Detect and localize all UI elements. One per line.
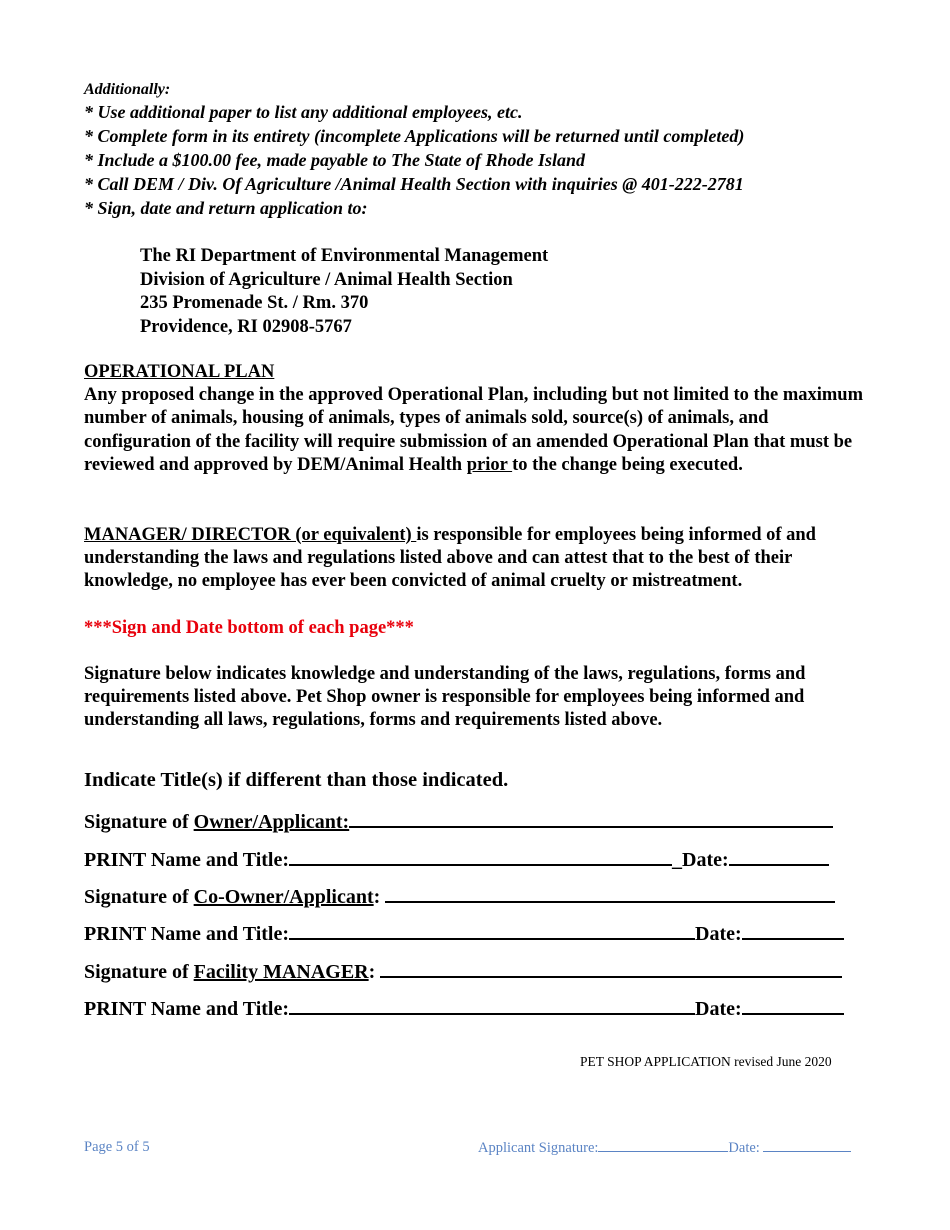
manager-title: MANAGER/ DIRECTOR (or equivalent) [84, 525, 417, 545]
note-item: * Complete form in its entirety (incomplete Applications will be returned until completed) [84, 126, 745, 146]
note-item: * Use additional paper to list any additional employees, etc. [84, 102, 523, 122]
title-note: Indicate Title(s) if different than those indicated. [84, 769, 509, 791]
manager-signature-row [84, 958, 842, 984]
note-item: * Call DEM / Div. Of Agriculture /Animal Health Section with inquiries @ 401-222-2781 [84, 174, 744, 194]
owner-signature-line[interactable] [349, 808, 833, 828]
footer-date-line[interactable] [763, 1139, 851, 1152]
footer-signature [478, 1139, 851, 1157]
owner-signature-row [84, 808, 833, 834]
signature-prefix: Signature of [84, 961, 194, 983]
owner-role-label: Owner/Applicant: [193, 811, 350, 833]
manager-section [84, 524, 874, 594]
owner-print-line[interactable] [289, 846, 672, 866]
operational-plan-text: Any proposed change in the approved Operational Plan, including but not limited to the maximum number of animals, housing of animals, types of animals sold, source(s) of animals, and configuration of the facility will require submission of an amended Operational Plan that must be reviewed and approved by DEM/Animal Health [84, 385, 863, 475]
signature-prefix: Signature of [84, 811, 194, 833]
manager-signature-line[interactable] [380, 958, 842, 978]
sign-notice: ***Sign and Date bottom of each page*** [84, 618, 414, 638]
owner-print-row [84, 846, 829, 872]
operational-plan-body [84, 384, 874, 477]
print-name-label: PRINT Name and Title: [84, 849, 290, 871]
manager-print-row [84, 995, 844, 1021]
print-name-label: PRINT Name and Title: [84, 998, 290, 1020]
coowner-signature-line[interactable] [385, 883, 835, 903]
operational-plan-section [84, 361, 874, 477]
operational-plan-title: OPERATIONAL PLAN [84, 362, 275, 382]
mailing-address [140, 245, 548, 339]
print-name-label: PRINT Name and Title: [84, 923, 290, 945]
footer-signature-line[interactable] [598, 1139, 728, 1152]
operational-plan-text-end: to the change being executed. [512, 454, 743, 475]
colon: : [368, 961, 376, 983]
date-label: Date: [695, 923, 742, 945]
additional-notes [84, 80, 744, 220]
manager-print-line[interactable] [289, 995, 695, 1015]
note-item: * Sign, date and return application to: [84, 198, 368, 218]
coowner-print-row [84, 920, 844, 946]
notes-heading: Additionally: [84, 81, 171, 98]
manager-body: is responsible for employees being informed of and understanding the laws and regulations listed above and can attest that to the best of their knowledge, no employee has ever been convicted of animal cruelty or mistreatment. [84, 525, 816, 592]
note-item: * Include a $100.00 fee, made payable to The State of Rhode Island [84, 150, 585, 170]
underscore-mark: _ [672, 849, 683, 871]
address-line: 235 Promenade St. / Rm. 370 [140, 293, 369, 313]
manager-role-label: Facility MANAGER [193, 961, 369, 983]
date-label: Date: [682, 849, 729, 871]
prior-emphasis: prior [466, 454, 513, 475]
revision-note: PET SHOP APPLICATION revised June 2020 [580, 1054, 832, 1069]
footer-date-label: Date: [728, 1140, 760, 1156]
coowner-print-line[interactable] [289, 920, 695, 940]
coowner-date-line[interactable] [742, 920, 844, 940]
page-number: Page 5 of 5 [84, 1139, 150, 1155]
address-line: Division of Agriculture / Animal Health Section [140, 269, 513, 290]
owner-date-line[interactable] [729, 846, 829, 866]
knowledge-statement: Signature below indicates knowledge and understanding of the laws, regulations, forms and requirements listed above. Pet Shop owner is responsible for employees being informed and understanding all laws, regulations, forms and requirements listed above. [84, 664, 806, 731]
manager-date-line[interactable] [742, 995, 844, 1015]
address-line: Providence, RI 02908-5767 [140, 316, 352, 337]
coowner-signature-row [84, 883, 835, 909]
signature-prefix: Signature of [84, 886, 194, 908]
footer-signature-label: Applicant Signature: [478, 1140, 599, 1156]
colon: : [373, 886, 381, 908]
coowner-role-label: Co-Owner/Applicant [193, 886, 374, 908]
date-label: Date: [695, 998, 742, 1020]
address-line: The RI Department of Environmental Management [140, 246, 549, 266]
